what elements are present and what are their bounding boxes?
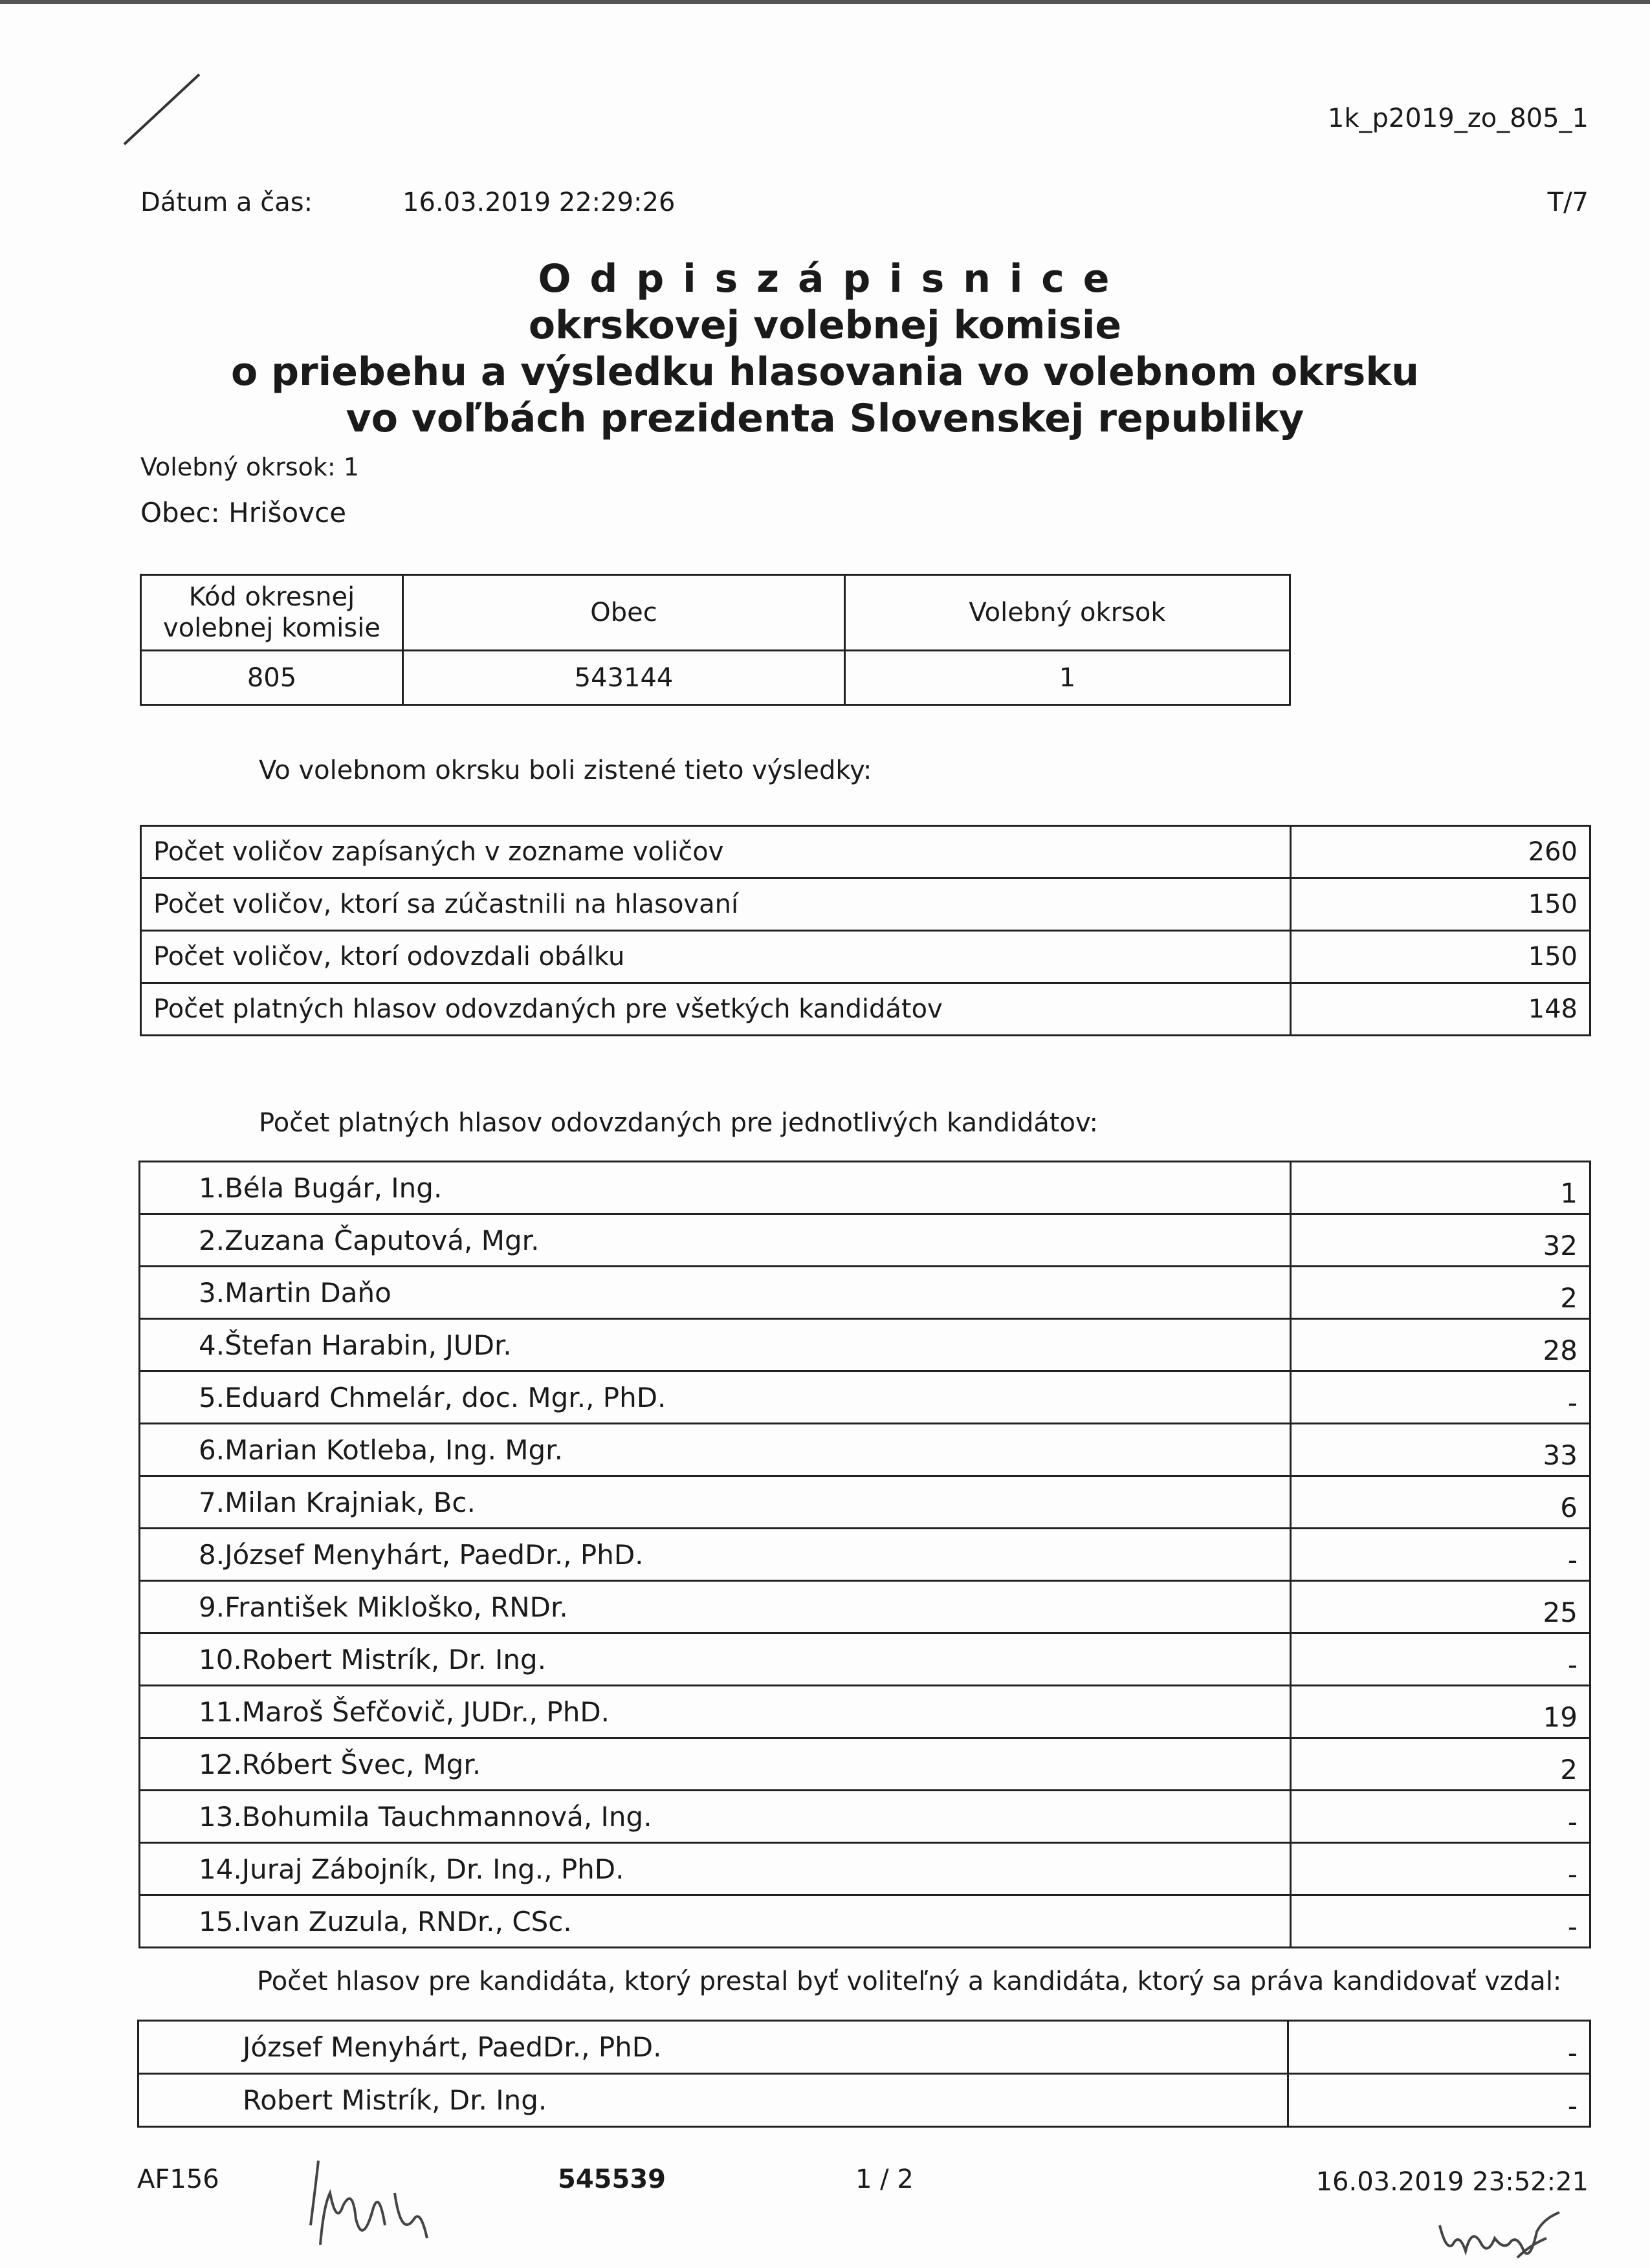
candidate-name: 6.Marian Kotleba, Ing. Mgr. [140,1424,1291,1476]
candidates-intro: Počet platných hlasov odovzdaných pre jednotlivých kandidátov: [259,1108,1098,1138]
candidate-name: 5.Eduard Chmelár, doc. Mgr., PhD. [140,1371,1291,1424]
candidate-row [140,1371,1590,1424]
candidate-row [140,1214,1590,1267]
candidate-row [140,1267,1590,1319]
result-value: 260 [1291,826,1590,878]
withdrawn-intro: Počet hlasov pre kandidáta, ktorý prestal byť voliteľný a kandidáta, ktorý sa práva kandidovať vzdal: [257,1967,1562,1996]
codes-value-municipality: 543144 [403,651,845,705]
withdrawn-name: József Menyhárt, PaedDr., PhD. [138,2021,1288,2074]
candidate-name: 15.Ivan Zuzula, RNDr., CSc. [140,1895,1291,1948]
title-line-3: o priebehu a výsledku hlasovania vo volebnom okrsku [230,349,1419,395]
candidate-votes: 1 [1291,1162,1590,1214]
codes-header-commission: Kód okresnej volebnej komisie [141,575,403,651]
candidate-votes: 6 [1291,1476,1590,1529]
withdrawn-votes: - [1288,2074,1590,2127]
codes-value-district: 1 [845,651,1290,705]
candidate-row [140,1686,1590,1738]
candidate-votes: 19 [1291,1686,1590,1738]
candidate-name: 8.József Menyhárt, PaedDr., PhD. [140,1529,1291,1581]
candidate-votes: - [1291,1791,1590,1843]
candidate-votes: 2 [1291,1738,1590,1791]
serial-number: 545539 [558,2164,666,2194]
signature-right-icon [1433,2206,1569,2264]
document-id: 1k_p2019_zo_805_1 [1327,104,1589,133]
title-line-4: vo voľbách prezidenta Slovenskej republiky [346,396,1304,441]
candidate-name: 9.František Mikloško, RNDr. [140,1581,1291,1633]
form-code: AF156 [137,2164,219,2194]
result-label: Počet voličov, ktorí sa zúčastnili na hlasovaní [141,878,1291,931]
candidate-row [140,1895,1590,1948]
candidate-votes: - [1291,1895,1590,1948]
codes-table [140,574,1291,706]
candidate-name: 4.Štefan Harabin, JUDr. [140,1319,1291,1371]
withdrawn-votes: - [1288,2021,1590,2074]
result-label: Počet platných hlasov odovzdaných pre všetkých kandidátov [141,983,1291,1036]
candidate-row [140,1529,1590,1581]
candidate-votes: 25 [1291,1581,1590,1633]
candidate-votes: 28 [1291,1319,1590,1371]
candidate-votes: - [1291,1371,1590,1424]
candidate-name: 3.Martin Daňo [140,1267,1291,1319]
candidate-row [140,1424,1590,1476]
candidate-row [140,1633,1590,1686]
withdrawn-table [137,2020,1591,2128]
candidate-row [140,1162,1590,1214]
withdrawn-name: Robert Mistrík, Dr. Ing. [138,2074,1288,2127]
result-label: Počet voličov zapísaných v zozname voličov [141,826,1291,878]
withdrawn-row [138,2021,1590,2074]
candidate-name: 1.Béla Bugár, Ing. [140,1162,1291,1214]
date-value: 16.03.2019 22:29:26 [402,188,676,217]
title-line-1: O d p i s z á p i s n i c e [538,256,1112,301]
candidate-name: 12.Róbert Švec, Mgr. [140,1738,1291,1791]
candidate-name: 7.Milan Krajniak, Bc. [140,1476,1291,1529]
codes-header-district: Volebný okrsok [845,575,1290,651]
candidate-votes: - [1291,1529,1590,1581]
candidate-name: 11.Maroš Šefčovič, JUDr., PhD. [140,1686,1291,1738]
candidate-votes: 33 [1291,1424,1590,1476]
signature-left-icon [291,2148,440,2251]
candidates-table [138,1161,1591,1948]
page-code: T/7 [1547,188,1589,217]
candidate-votes: 2 [1291,1267,1590,1319]
candidate-row [140,1791,1590,1843]
candidate-name: 2.Zuzana Čaputová, Mgr. [140,1214,1291,1267]
candidate-name: 14.Juraj Zábojník, Dr. Ing., PhD. [140,1843,1291,1895]
date-label: Dátum a čas: [140,188,313,217]
title-line-2: okrskovej volebnej komisie [528,303,1122,348]
results-table [140,825,1591,1036]
result-value: 150 [1291,878,1590,931]
candidate-row [140,1319,1590,1371]
page-number: 1 / 2 [855,2164,914,2194]
candidate-votes: - [1291,1633,1590,1686]
candidate-votes: 32 [1291,1214,1590,1267]
candidate-name: 10.Robert Mistrík, Dr. Ing. [140,1633,1291,1686]
candidate-votes: - [1291,1843,1590,1895]
district-line: Volebný okrsok: 1 [140,453,359,481]
candidate-name: 13.Bohumila Tauchmannová, Ing. [140,1791,1291,1843]
withdrawn-row [138,2074,1590,2127]
results-intro: Vo volebnom okrsku boli zistené tieto výsledky: [259,756,872,785]
municipality-line: Obec: Hrišovce [140,497,347,529]
result-label: Počet voličov, ktorí odovzdali obálku [141,931,1291,983]
footer-timestamp: 16.03.2019 23:52:21 [1315,2167,1589,2197]
scan-top-edge [0,0,1650,4]
codes-header-municipality: Obec [403,575,845,651]
pen-mark-icon [116,68,207,152]
codes-value-commission: 805 [141,651,403,705]
candidate-row [140,1476,1590,1529]
candidate-row [140,1738,1590,1791]
result-value: 150 [1291,931,1590,983]
result-value: 148 [1291,983,1590,1036]
candidate-row [140,1843,1590,1895]
candidate-row [140,1581,1590,1633]
